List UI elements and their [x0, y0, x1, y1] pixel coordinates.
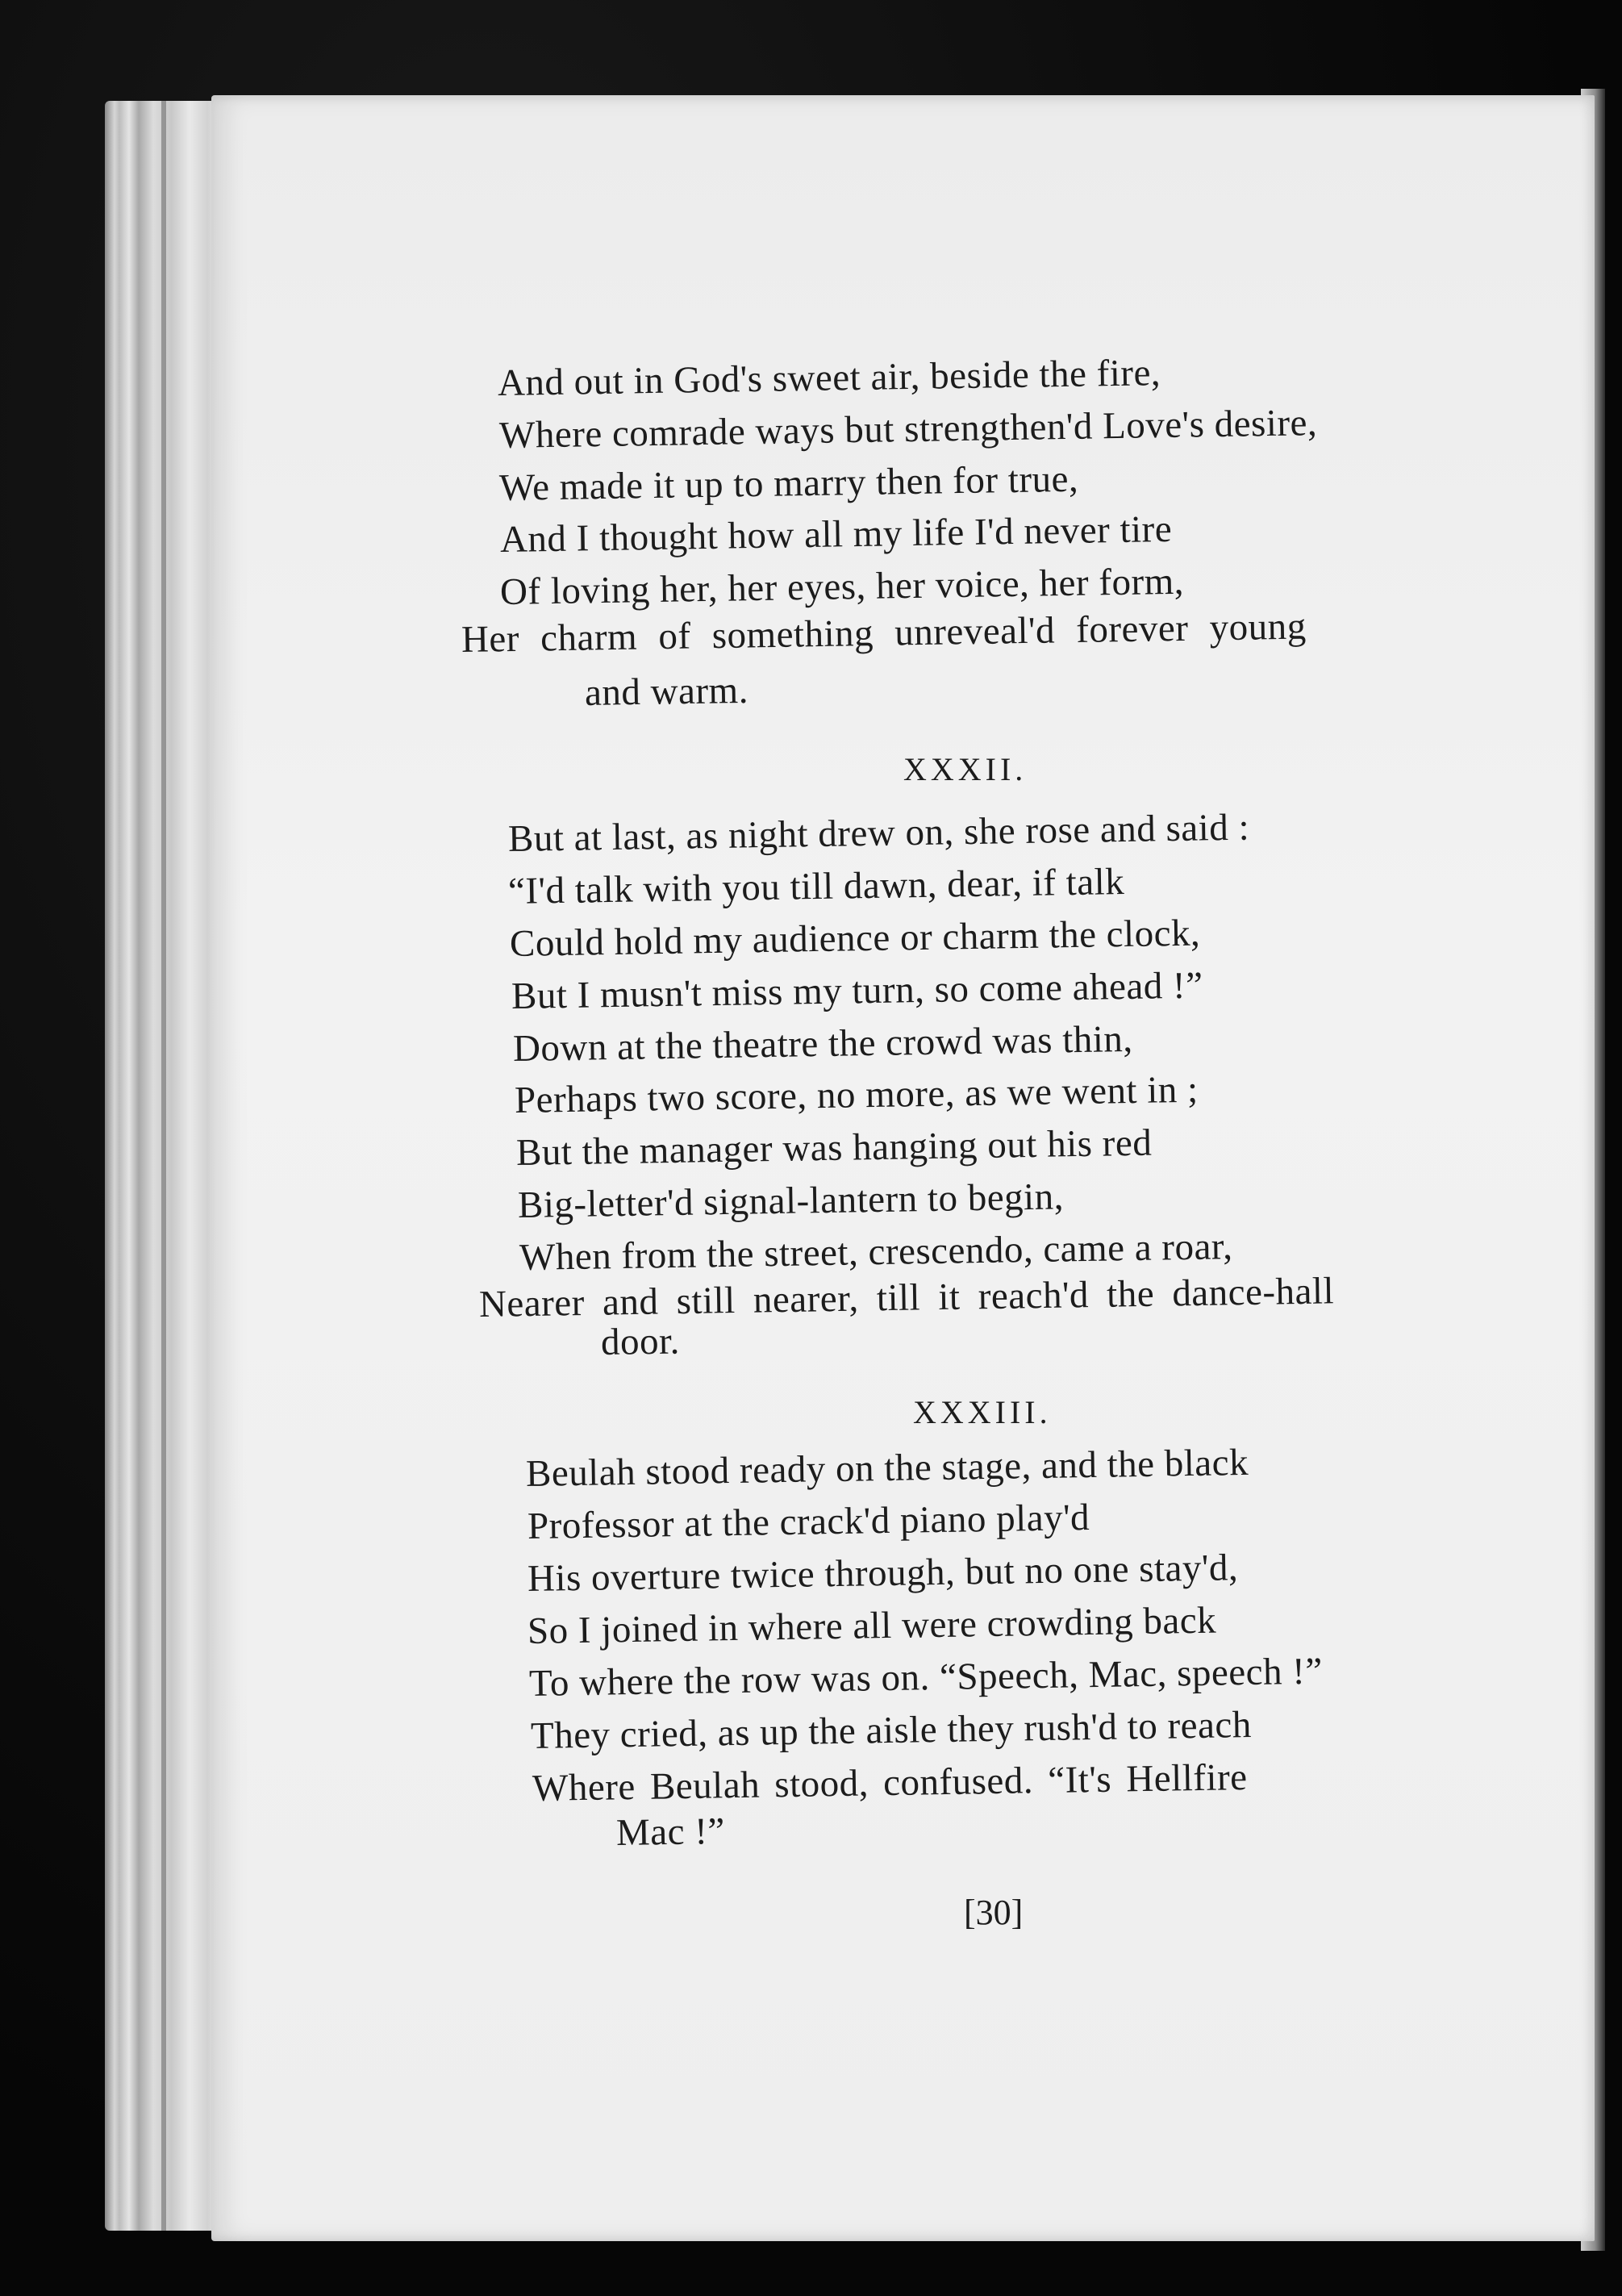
poem-line: Her charm of something unreveal'd forever young	[461, 605, 1307, 661]
poem-line-continuation: Mac !”	[615, 1810, 726, 1854]
poem-line: Big-letter'd signal-lantern to begin,	[517, 1175, 1065, 1226]
poem-line: So I joined in where all were crowding back	[527, 1599, 1217, 1652]
page-edges	[105, 101, 226, 2231]
poem-line: His overture twice through, but no one stay'd,	[527, 1547, 1239, 1600]
page-number: [30]	[964, 1893, 1024, 1932]
poem-line: And I thought how all my life I'd never tire	[499, 507, 1173, 561]
poem-line: They cried, as up the aisle they rush'd to reach	[530, 1703, 1253, 1757]
poem-line-continuation: door.	[600, 1320, 681, 1363]
poem-line: Perhaps two score, no more, as we went in ;	[514, 1068, 1199, 1121]
poem-line: Where comrade ways but strengthen'd Love's desire,	[498, 402, 1318, 457]
stanza-heading: XXXII.	[903, 751, 1028, 787]
poem-line: Where Beulah stood, confused. “It's Hellfire	[532, 1756, 1248, 1810]
poem-line: And out in God's sweet air, beside the fire,	[497, 352, 1161, 404]
poem-line: To where the row was on. “Speech, Mac, speech !”	[528, 1650, 1324, 1705]
poem-line: Professor at the crack'd piano play'd	[527, 1497, 1090, 1547]
poem-line: But I musn't miss my turn, so come ahead !”	[511, 964, 1203, 1017]
poem-line: When from the street, crescendo, came a roar,	[519, 1225, 1233, 1279]
poem-line: We made it up to marry then for true,	[498, 457, 1079, 509]
poem-line: Could hold my audience or charm the clock,	[509, 912, 1201, 965]
poem-line: “I'd talk with you till dawn, dear, if talk	[507, 860, 1125, 912]
poem-line: Beulah stood ready on the stage, and the black	[525, 1441, 1249, 1495]
poem-line: Nearer and still nearer, till it reach'd the dance-hall	[478, 1270, 1335, 1325]
poem-line: Down at the theatre the crowd was thin,	[512, 1017, 1133, 1070]
poem-line: Of loving her, her eyes, her voice, her form,	[499, 560, 1185, 613]
poem-line: But the manager was hanging out his red	[515, 1121, 1153, 1174]
poem-line-continuation: and warm.	[584, 669, 749, 714]
stanza-heading: XXXIII.	[913, 1394, 1052, 1430]
poem-line: But at last, as night drew on, she rose and said :	[507, 806, 1250, 860]
